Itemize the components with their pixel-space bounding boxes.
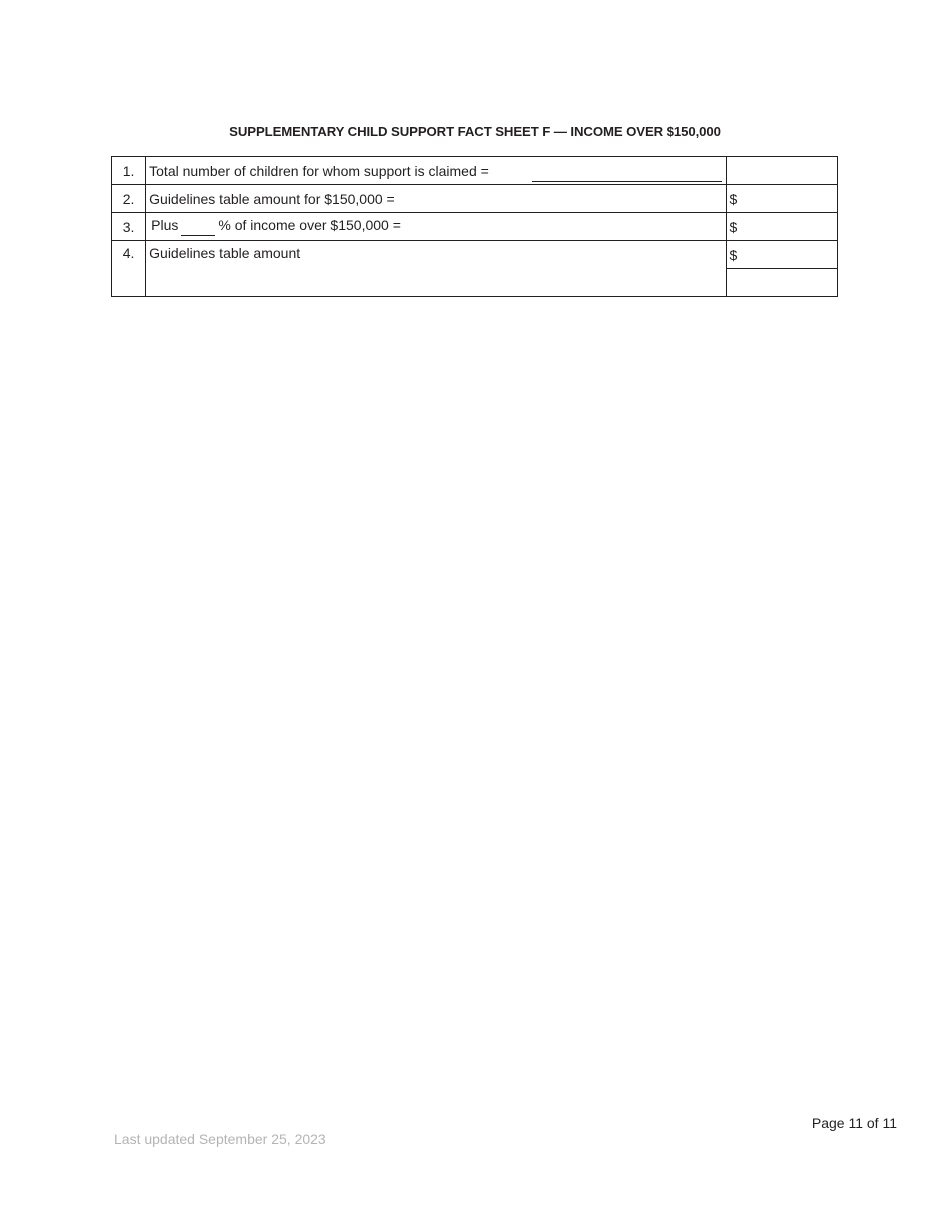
excess-income-amount-field[interactable]: $ [726,213,837,241]
row-number: 4. [112,241,146,297]
row-description: Guidelines table amount [146,241,726,297]
percent-field[interactable] [181,221,215,236]
table-row [112,241,838,269]
row-description [146,213,726,241]
table-row [112,213,838,241]
row-number: 1. [112,157,146,185]
row-description: Guidelines table amount for $150,000 = [146,185,726,213]
plus-label: Plus [151,217,179,233]
children-count-label: Total number of children for whom support is claimed = [149,162,489,179]
support-calculation-table [111,156,838,297]
last-updated-text: Last updated September 25, 2023 [114,1131,326,1147]
children-count-amount-field[interactable] [726,157,837,185]
row-number: 2. [112,185,146,213]
table-amount-field[interactable]: $ [726,185,837,213]
percent-label: % of income over $150,000 = [218,217,401,233]
page-title: SUPPLEMENTARY CHILD SUPPORT FACT SHEET F — INCOME OVER $150,000 [229,124,721,139]
guidelines-amount-field[interactable]: $ [726,241,837,269]
row-description [146,157,726,185]
table-row [112,157,838,185]
row-number: 3. [112,213,146,241]
page-number: Page 11 of 11 [811,1115,897,1131]
table-row [112,185,838,213]
guidelines-total-field[interactable] [726,269,837,297]
children-count-field[interactable] [532,181,722,182]
